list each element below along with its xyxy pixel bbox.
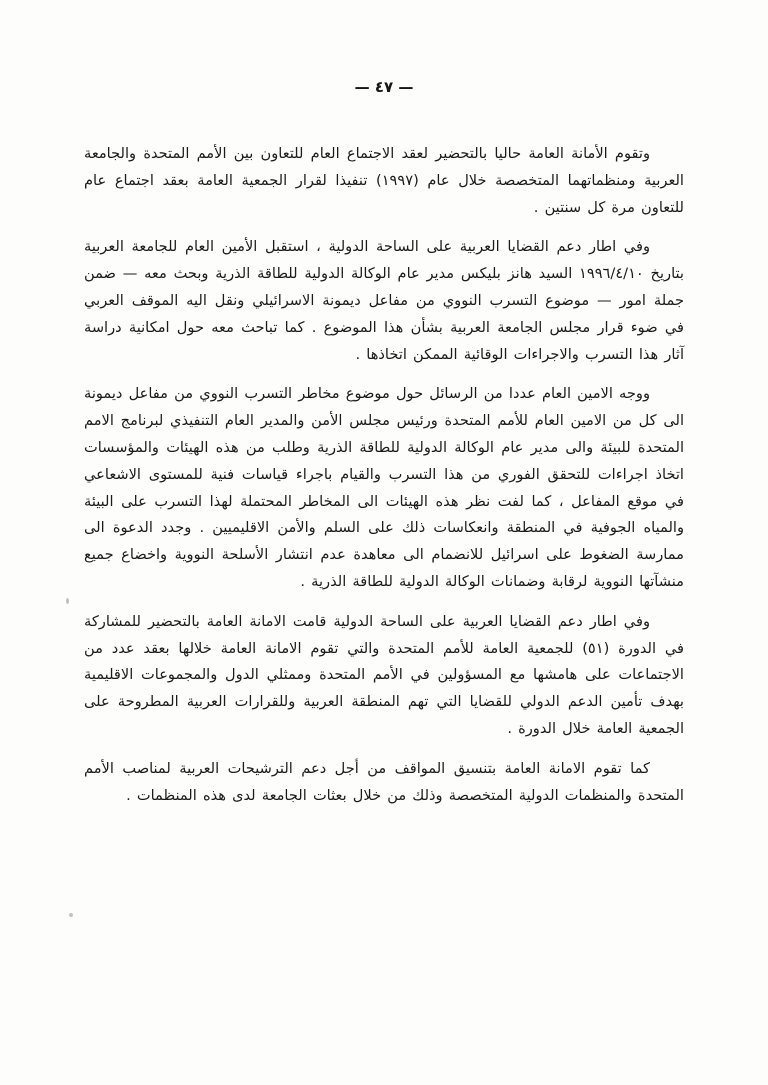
paragraph: ووجه الامين العام عددا من الرسائل حول موضوع مخاطر التسرب النووي من مفاعل ديمونة الى كل من الامين العام للأمم المتحدة ورئيس مجلس الأمن والمدير العام التنفيذي لبرنامج الامم المتحدة للبيئة والى مدير عام الوكالة الدولية للطاقة الذرية وطلب من هذه الهيئات والمؤسسات اتخاذ اجراءات للتحقق الفوري من هذا التسرب والقيام باجراء قياسات فنية للمستوى الاشعاعي في موقع المفاعل ، كما لفت نظر هذه الهيئات الى المخاطر المحتملة لهذا التسرب على البيئة والمياه الجوفية في المنطقة وانعكاسات ذلك على السلم والأمن الاقليميين . وجدد الدعوة الى ممارسة الضغوط على اسرائيل للانضمام الى معاهدة عدم انتشار الأسلحة النووية واخضاع جميع منشآتها النووية لرقابة وضمانات الوكالة الدولية للطاقة الذرية . <box>84 385 684 590</box>
paragraph: وفي اطار دعم القضايا العربية على الساحة الدولية ، استقبل الأمين العام للجامعة العربية بتاريخ ١٩٩٦/٤/١٠ السيد هانز بليكس مدير عام الوكالة الدولية للطاقة الذرية وبحث معه — ضمن جملة امور — موضوع التسرب النووي من مفاعل ديمونة الاسرائيلي ونقل اليه الموقف العربي في ضوء قرار مجلس الجامعة العربية بشأن هذا الموضوع . كما تباحث معه حول امكانية دراسة آثار هذا التسرب والاجراءات الوقائية الممكن اتخاذها . <box>84 238 684 363</box>
document-body <box>84 141 684 822</box>
paragraph: وتقوم الأمانة العامة حاليا بالتحضير لعقد الاجتماع العام للتعاون بين الأمم المتحدة والجامعة العربية ومنظماتهما المتخصصة خلال عام (١٩٩٧) تنفيذا لقرار الجمعية العامة بعقد اجتماع عام للتعاون مرة كل سنتين . <box>84 145 684 216</box>
paragraph: كما تقوم الامانة العامة بتنسيق المواقف من أجل دعم الترشيحات العربية لمناصب الأمم المتحدة والمنظمات الدولية المتخصصة وذلك من خلال بعثات الجامعة لدى هذه المنظمات . <box>84 759 684 804</box>
paragraph: وفي اطار دعم القضايا العربية على الساحة الدولية قامت الامانة العامة بالتحضير للمشاركة في الدورة (٥١) للجمعية العامة للأمم المتحدة والتي تقوم الامانة العامة خلالها بعقد عدد من الاجتماعات على هامشها مع المسؤولين في الأمم المتحدة وممثلي الدول والمجموعات الاقليمية بهدف تأمين الدعم الدولي للقضايا التي تهم المنطقة العربية وللقرارات العربية المطروحة على الجمعية العامة خلال الدورة . <box>84 612 684 737</box>
scan-artifact <box>69 913 73 917</box>
page-number: — ٤٧ — <box>354 78 414 96</box>
scan-artifact <box>66 598 69 604</box>
